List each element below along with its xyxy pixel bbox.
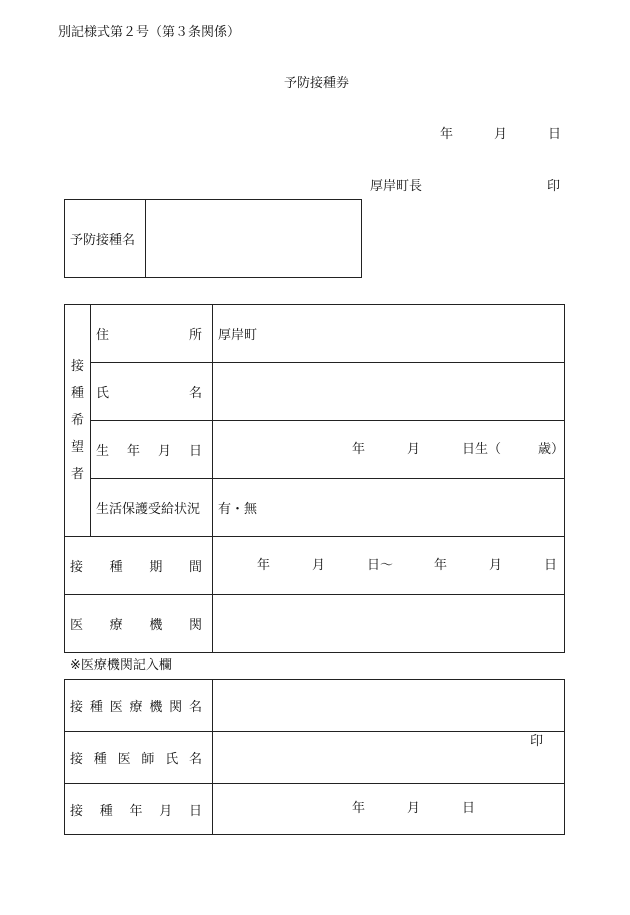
period-to-month: 月	[489, 557, 503, 573]
vaccination-date-field[interactable]	[213, 784, 565, 835]
period-to-day: 日	[544, 557, 558, 573]
birth-day: 日生（	[462, 441, 502, 457]
vaccination-date-label: 接 種 年 月 日	[65, 784, 213, 835]
welfare-label: 生活保護受給状況	[91, 479, 213, 537]
medical-field[interactable]	[213, 595, 565, 653]
vaccine-value-field[interactable]	[146, 200, 362, 278]
period-from-year: 年	[257, 557, 271, 573]
doctor-field[interactable]	[213, 732, 565, 784]
facility-label: 接 種 医 療 機 関 名	[65, 680, 213, 732]
issue-day: 日	[548, 127, 562, 142]
facility-field[interactable]	[213, 680, 565, 732]
period-field[interactable]	[213, 537, 565, 595]
period-from-month: 月	[312, 557, 326, 573]
name-label: 氏 名	[91, 363, 213, 421]
medical-label: 医 療 機 関	[65, 595, 213, 653]
period-label: 接 種 期 間	[65, 537, 213, 595]
birth-month: 月	[407, 441, 421, 457]
name-field[interactable]	[213, 363, 565, 421]
doctor-seal: 印	[530, 734, 544, 749]
page-title: 予防接種券	[284, 76, 350, 91]
issue-month: 月	[494, 127, 508, 142]
welfare-field[interactable]: 有・無	[213, 479, 565, 537]
birth-year: 年	[352, 441, 366, 457]
vaccination-day: 日	[462, 801, 476, 816]
birth-age: 歳）	[538, 441, 565, 457]
issuer-seal: 印	[547, 179, 561, 194]
issue-year: 年	[440, 127, 454, 142]
period-to-year: 年	[434, 557, 448, 573]
doctor-label: 接 種 医 師 氏 名	[65, 732, 213, 784]
address-field[interactable]: 厚岸町	[213, 305, 565, 363]
vaccine-label: 予防接種名	[65, 200, 146, 278]
vaccination-month: 月	[407, 801, 421, 816]
clinic-table	[64, 679, 565, 835]
period-from-day: 日～	[367, 557, 394, 573]
applicant-table	[64, 304, 565, 653]
form-number: 別記様式第２号（第３条関係）	[58, 25, 241, 40]
birth-label: 生 年 月 日	[91, 421, 213, 479]
clinic-note: ※医療機関記入欄	[70, 658, 172, 673]
birth-field[interactable]	[213, 421, 565, 479]
issuer-name: 厚岸町長	[370, 179, 423, 194]
vaccine-box	[64, 199, 362, 278]
applicant-group-label: 接 種 希 望 者	[65, 305, 91, 537]
address-label: 住 所	[91, 305, 213, 363]
vaccination-year: 年	[352, 801, 366, 816]
